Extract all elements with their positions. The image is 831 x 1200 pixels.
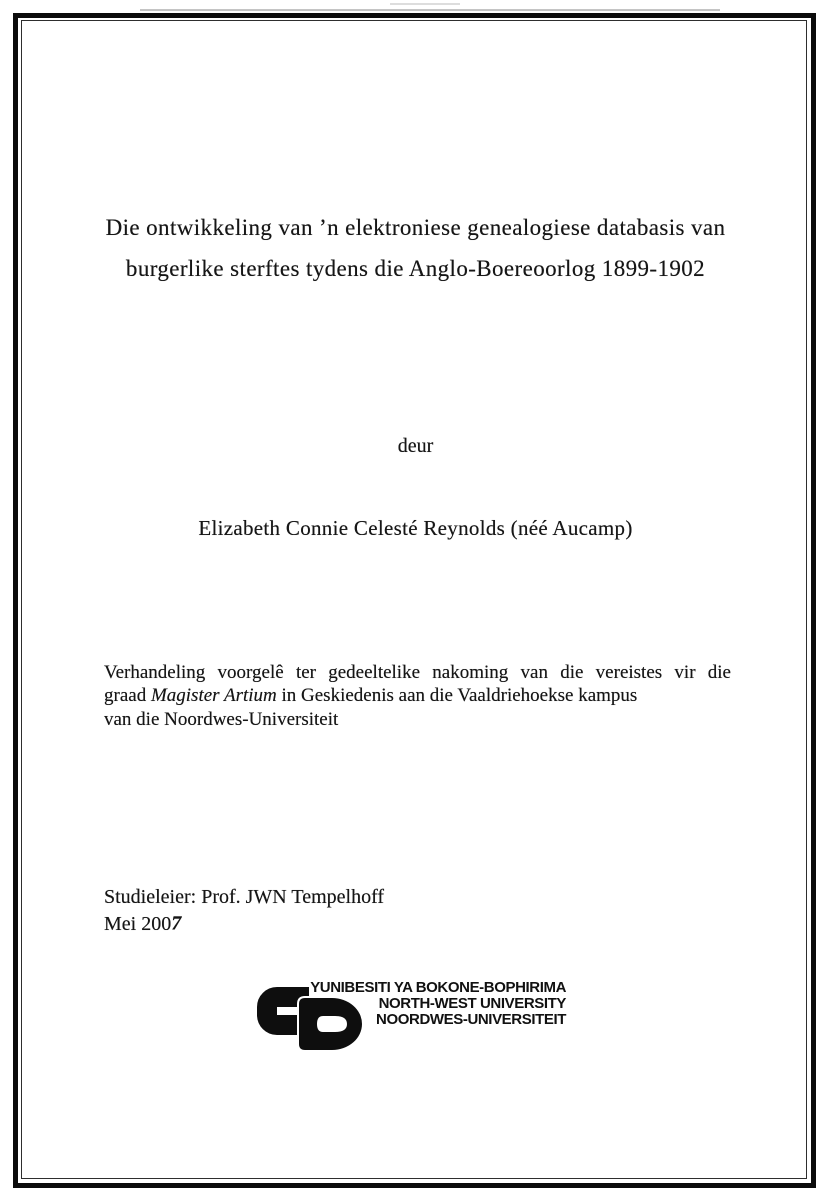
author-name: Elizabeth Connie Celesté Reynolds (néé Aucamp)	[198, 516, 633, 540]
logo-text-line-1: YUNIBESITI YA BOKONE-BOPHIRIMA	[310, 979, 566, 996]
supervisor-block	[104, 884, 384, 938]
supervisor-line: Studieleier: Prof. JWN Tempelhoff	[104, 886, 385, 908]
logo-text-line-3: NOORDWES-UNIVERSITEIT	[376, 1010, 566, 1028]
degree-name: Magister Artium	[150, 685, 277, 707]
university-logo-text	[246, 980, 566, 1027]
submission-line-2	[104, 684, 731, 707]
submission-line-3: van die Noordwes-Universiteit	[104, 708, 339, 730]
scan-artifact-smudge	[390, 3, 460, 5]
title-line-1: Die ontwikkeling van ’n elektroniese genealogiese databasis van	[105, 215, 726, 240]
submission-line-1: Verhandeling voorgelê ter gedeeltelike nakoming van die vereistes vir die	[104, 662, 731, 683]
title-line-2: burgerlike sterftes tydens die Anglo-Boereoorlog 1899-1902	[125, 256, 706, 281]
thesis-title	[52, 207, 779, 289]
date-last-digit: 7	[169, 912, 184, 935]
degree-suffix: in Geskiedenis aan die Vaaldriehoekse kampus	[276, 685, 638, 707]
degree-prefix: graad	[104, 685, 151, 707]
scan-artifact-smudge	[140, 9, 720, 11]
submission-statement	[104, 661, 731, 731]
byline-preposition: deur	[397, 435, 434, 457]
date-line	[104, 911, 384, 938]
logo-text-line-2: NORTH-WEST UNIVERSITY	[378, 994, 566, 1012]
date-text: Mei 200	[104, 913, 172, 935]
